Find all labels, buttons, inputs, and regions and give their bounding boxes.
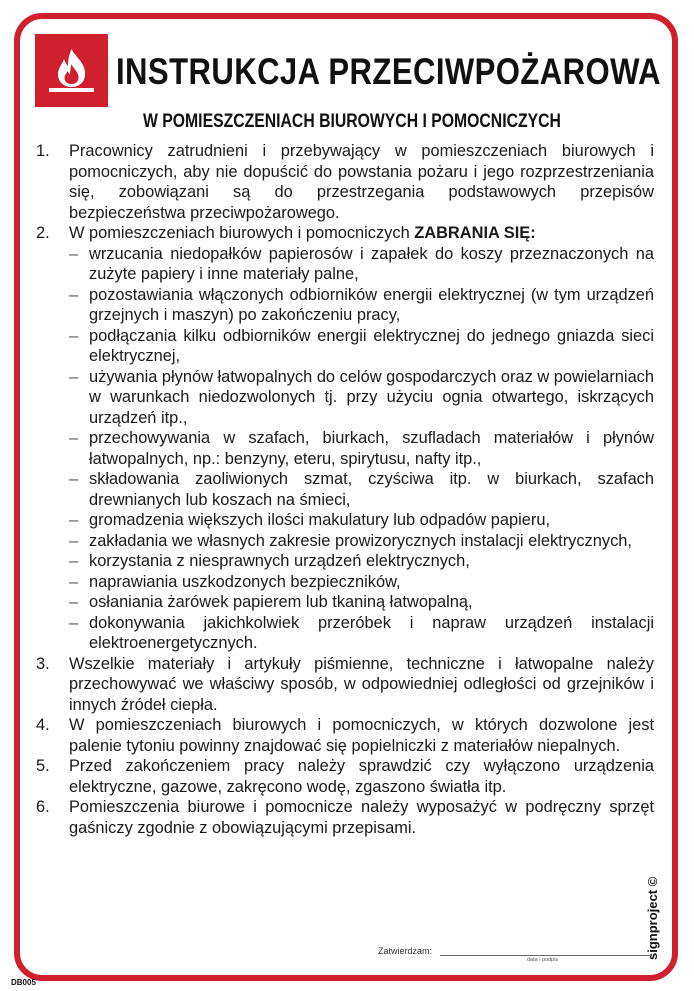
- dash-glyph: –: [69, 531, 79, 550]
- dash-glyph: –: [69, 285, 79, 304]
- item-number: 6.: [36, 798, 50, 816]
- product-code: DB005: [11, 978, 36, 987]
- signature-line: [440, 955, 652, 956]
- list-item: – korzystania z niesprawnych urządzeń elektrycznych,: [69, 552, 470, 570]
- list-item: – zakładania we własnych zakresie prowizorycznych instalacji elektrycznych,: [69, 531, 632, 550]
- item-number: 3.: [36, 654, 50, 673]
- list-item: – używania płynów łatwopalnych do celów gospodarczych oraz w powielarniach w warunkach niedozwolonych tj. przy użyciu ognia otwartego, iskrzących urządzeń itp.,: [69, 367, 654, 427]
- dash-glyph: –: [69, 613, 79, 632]
- item-number: 4.: [36, 716, 50, 734]
- item-number: 2.: [36, 224, 50, 242]
- list-item: – naprawiania uszkodzonych bezpieczników,: [69, 572, 401, 591]
- item-number: 1.: [36, 142, 50, 160]
- list-item: – wrzucania niedopałków papierosów i zapałek do koszy przeznaczonych na zużyte papiery i inne materiały palne,: [69, 244, 654, 283]
- dash-glyph: –: [69, 429, 79, 447]
- dash-glyph: –: [69, 326, 79, 345]
- dash-glyph: –: [69, 572, 79, 591]
- prohibition-list: [69, 244, 654, 654]
- dash-glyph: –: [69, 511, 79, 529]
- item-number: 5.: [36, 757, 50, 775]
- instruction-list: [36, 141, 654, 838]
- fire-icon: [35, 34, 108, 107]
- prohibition-emphasis: ZABRANIA SIĘ:: [414, 224, 536, 242]
- list-item: – gromadzenia większych ilości makulatury lub odpadów papieru,: [69, 511, 550, 529]
- list-item: – składowania zaoliwionych szmat, czyściwa itp. w biurkach, szafach drewnianych lub koszach na śmieci,: [69, 470, 654, 509]
- dash-glyph: –: [69, 470, 79, 488]
- list-item: – dokonywania jakichkolwiek przeróbek i napraw urządzeń instalacji elektroenergetycznych.: [69, 613, 654, 652]
- signature-caption: data i podpis: [527, 957, 559, 963]
- dash-glyph: –: [69, 244, 79, 263]
- instruction-item: [36, 223, 654, 654]
- item-text: W pomieszczeniach biurowych i pomocniczych, w których dozwolone jest palenie tytoniu powinny znajdować się popielniczki z materiałów niepalnych.: [69, 716, 654, 755]
- brand-mark: signproject ©: [645, 876, 660, 960]
- page-title: INSTRUKCJA PRZECIWPOŻAROWA: [116, 51, 662, 92]
- fire-logo: [35, 34, 108, 107]
- item-text: Przed zakończeniem pracy należy sprawdzić czy wyłączono urządzenia elektryczne, gazowe, zakręcono wodę, zgaszono światła itp.: [69, 757, 654, 796]
- list-item: – pozostawiania włączonych odbiorników energii elektrycznej (w tym urządzeń grzejnych i maszyn) po zakończeniu pracy,: [69, 285, 654, 324]
- instruction-item: [36, 715, 654, 756]
- list-item: – podłączania kilku odbiorników energii elektrycznej do jednego gniazda sieci elektrycznej,: [69, 326, 654, 365]
- list-item: – osłaniania żarówek papierem lub tkaniną łatwopalną,: [69, 593, 473, 611]
- item-text: Wszelkie materiały i artykuły piśmienne, techniczne i łatwopalne należy przechowywać we właściwy sposób, w odpowiedniej odległości od grzejników i innych źródeł ciepła.: [69, 654, 654, 714]
- item-text: Pracownicy zatrudnieni i przebywający w pomieszczeniach biurowych i pomocniczych, aby nie dopuścić do powstania pożaru i jego rozprzestrzeniania się, zobowiązani są do przestrzegania podstawowych przepisów bezpieczeństwa przeciwpożarowego.: [69, 142, 654, 222]
- page-subtitle: W POMIESZCZENIACH BIUROWYCH I POMOCNICZYCH: [143, 111, 561, 132]
- dash-glyph: –: [69, 552, 79, 570]
- instruction-item: [36, 756, 654, 797]
- dash-glyph: –: [69, 593, 79, 611]
- item-text: W pomieszczeniach biurowych i pomocniczych: [69, 224, 415, 242]
- list-item: – przechowywania w szafach, biurkach, szufladach materiałów i płynów łatwopalnych, np.: benzyny, eteru, spirytusu, nafty itp.,: [69, 429, 654, 468]
- instruction-item: [36, 797, 654, 838]
- dash-glyph: –: [69, 367, 79, 386]
- instruction-item: [36, 141, 654, 223]
- approval-label: Zatwierdzam:: [378, 946, 433, 956]
- instruction-item: [36, 654, 654, 716]
- item-text: Pomieszczenia biurowe i pomocnicze należy wyposażyć w podręczny sprzęt gaśniczy zgodnie z obowiązującymi przepisami.: [69, 798, 654, 837]
